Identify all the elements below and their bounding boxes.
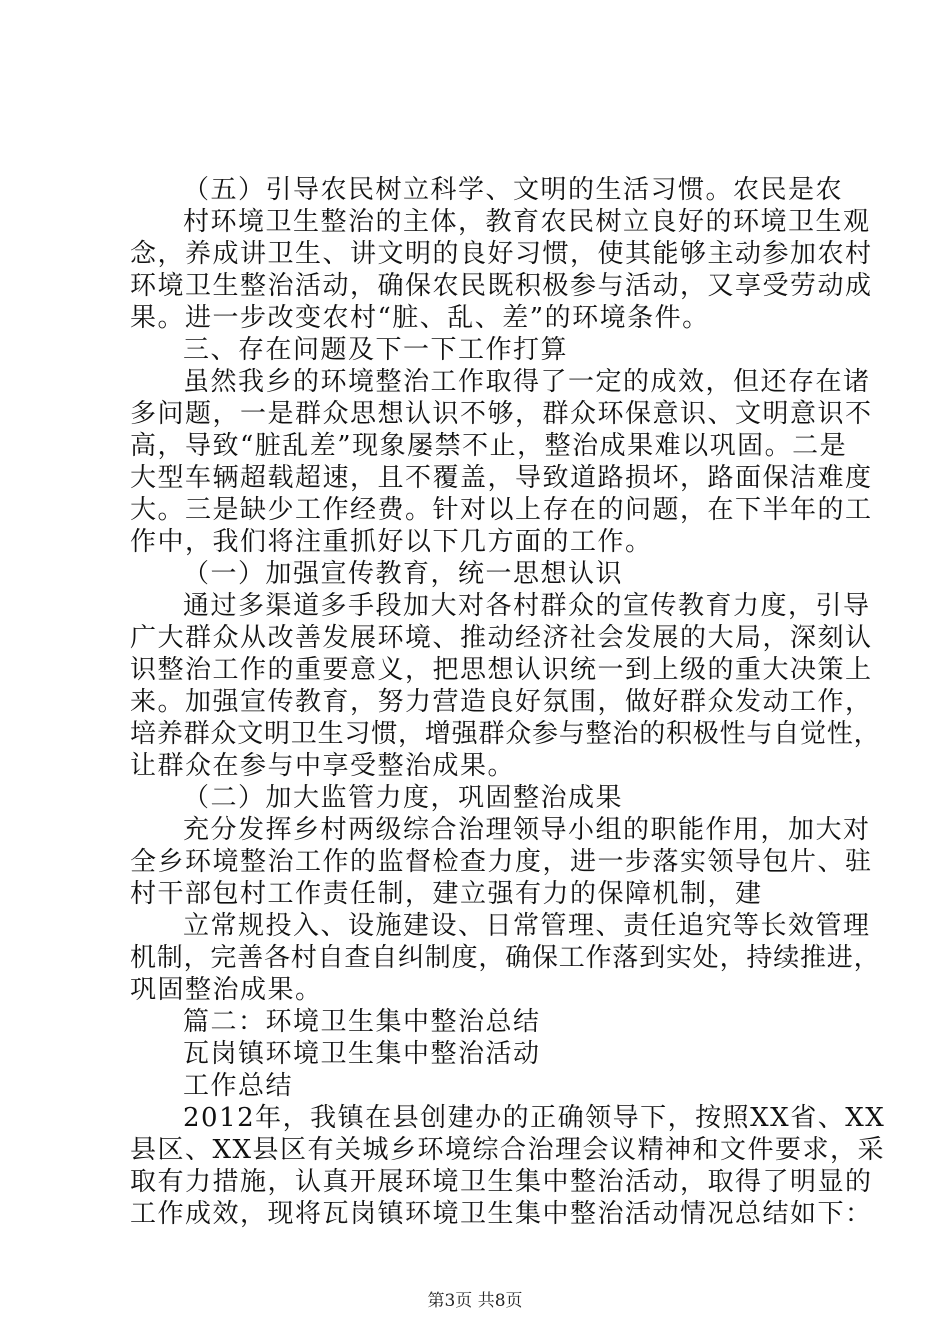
text-line: 村干部包村工作责任制，建立强有力的保障机制，建 <box>130 879 763 909</box>
text-line: 充分发挥乡村两级综合治理领导小组的职能作用，加大对 <box>183 815 871 845</box>
text-line: 念，养成讲卫生、讲文明的良好习惯，使其能够主动参加农村 <box>130 239 873 269</box>
text-line: 环境卫生整治活动，确保农民既积极参与活动，又享受劳动成 <box>130 271 873 301</box>
text-line: 大型车辆超载超速，且不覆盖，导致道路损坏，路面保洁难度 <box>130 463 873 493</box>
text-line: 来。加强宣传教育，努力营造良好氛围，做好群众发动工作， <box>130 687 873 717</box>
text-line: 培养群众文明卫生习惯，增强群众参与整治的积极性与自觉性， <box>130 719 881 749</box>
chapter-title: 篇二：环境卫生集中整治总结 <box>183 1007 541 1037</box>
text-line: 广大群众从改善发展环境、推动经济社会发展的大局，深刻认 <box>130 623 873 653</box>
text-line: （五）引导农民树立科学、文明的生活习惯。农民是农 <box>183 175 844 205</box>
text-line: 2012年，我镇在县创建办的正确领导下，按照XX省、XX <box>183 1103 886 1133</box>
text-line: 虽然我乡的环境整治工作取得了一定的成效，但还存在诸 <box>183 367 871 397</box>
report-title: 瓦岗镇环境卫生集中整治活动 <box>183 1039 541 1069</box>
report-title: 工作总结 <box>183 1071 294 1101</box>
subsection-heading: （二）加大监管力度，巩固整治成果 <box>183 783 624 813</box>
text-line: 多问题，一是群众思想认识不够，群众环保意识、文明意识不 <box>130 399 873 429</box>
subsection-heading: （一）加强宣传教育，统一思想认识 <box>183 559 624 589</box>
text-line: 识整治工作的重要意义，把思想认识统一到上级的重大决策上 <box>130 655 873 685</box>
text-line: 村环境卫生整治的主体，教育农民树立良好的环境卫生观 <box>183 207 871 237</box>
text-line: 作中，我们将注重抓好以下几方面的工作。 <box>130 527 653 557</box>
text-line: 大。三是缺少工作经费。针对以上存在的问题，在下半年的工 <box>130 495 873 525</box>
text-line: 巩固整治成果。 <box>130 975 323 1005</box>
page-number: 第3页 共8页 <box>427 1291 523 1311</box>
section-heading: 三、存在问题及下一下工作打算 <box>183 335 569 365</box>
text-line: 高，导致“脏乱差”现象屡禁不止，整治成果难以巩固。二是 <box>130 431 848 461</box>
text-line: 全乡环境整治工作的监督检查力度，进一步落实领导包片、驻 <box>130 847 873 877</box>
text-line: 立常规投入、设施建设、日常管理、责任追究等长效管理 <box>183 911 871 941</box>
text-line: 通过多渠道多手段加大对各村群众的宣传教育力度，引导 <box>183 591 871 621</box>
text-line: 让群众在参与中享受整治成果。 <box>130 751 516 781</box>
text-line: 机制，完善各村自查自纠制度，确保工作落到实处，持续推进， <box>130 943 881 973</box>
text-line: 果。进一步改变农村“脏、乱、差”的环境条件。 <box>130 303 710 333</box>
text-line: 工作成效，现将瓦岗镇环境卫生集中整治活动情况总结如下： <box>130 1199 873 1229</box>
text-line: 取有力措施，认真开展环境卫生集中整治活动，取得了明显的 <box>130 1167 873 1197</box>
text-line: 县区、XX县区有关城乡环境综合治理会议精神和文件要求，采 <box>130 1135 886 1165</box>
